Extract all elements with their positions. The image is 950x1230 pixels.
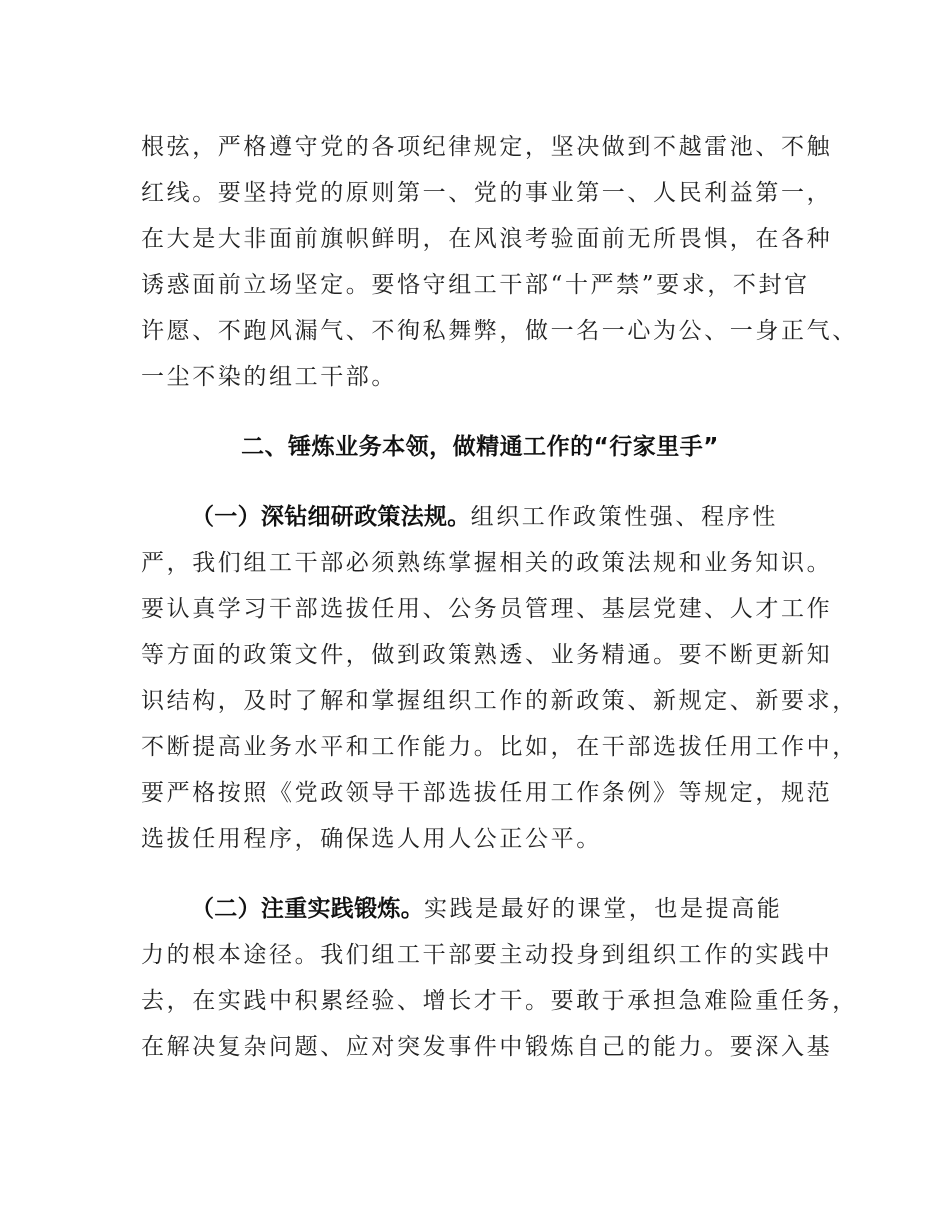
spacer: [141, 862, 831, 886]
text-run: 组织工作政策性强、程序性: [470, 504, 778, 530]
text-line: 要严格按照《党政领导干部选拔任用工作条例》等规定，规范: [141, 780, 833, 806]
paragraph-discipline: [141, 124, 858, 400]
subsection-title: （二）注重实践锻炼。: [191, 896, 424, 922]
text-line: 不断提高业务水平和工作能力。比如，在干部选拔任用工作中，: [141, 734, 858, 760]
text-line-first: [141, 886, 831, 932]
text-line: 力的根本途径。我们组工干部要主动投身到组织工作的实践中: [141, 942, 833, 968]
text-line: 诱惑面前立场坚定。要恪守组工干部“十严禁”要求，不封官: [141, 272, 810, 298]
text-line: 在解决复杂问题、应对突发事件中锻炼自己的能力。要深入基: [141, 1034, 833, 1060]
document-page: [141, 124, 858, 1070]
text-line: 许愿、不跑风漏气、不徇私舞弊，做一名一心为公、一身正气、: [141, 318, 858, 344]
subsection-title: （一）深钻细研政策法规。: [191, 504, 471, 530]
text-line: 等方面的政策文件，做到政策熟透、业务精通。要不断更新知: [141, 642, 833, 668]
text-run: 实践是最好的课堂，也是提高能: [424, 896, 783, 922]
paragraph-policy-study: [141, 494, 858, 862]
spacer: [141, 470, 831, 494]
text-line: 识结构，及时了解和掌握组织工作的新政策、新规定、新要求，: [141, 688, 858, 714]
text-line-first: [141, 494, 831, 540]
text-line: 要认真学习干部选拔任用、公务员管理、基层党建、人才工作: [141, 596, 833, 622]
text-line: 红线。要坚持党的原则第一、党的事业第一、人民利益第一，: [141, 180, 833, 206]
text-line: 选拔任用程序，确保选人用人公正公平。: [141, 826, 602, 852]
section-heading: 二、锤炼业务本领，做精通工作的“行家里手”: [241, 434, 719, 460]
spacer: [141, 400, 831, 424]
paragraph-practice: [141, 886, 858, 1070]
text-line: 去，在实践中积累经验、增长才干。要敢于承担急难险重任务，: [141, 988, 858, 1014]
text-line: 根弦，严格遵守党的各项纪律规定，坚决做到不越雷池、不触: [141, 134, 833, 160]
text-line: 在大是大非面前旗帜鲜明，在风浪考验面前无所畏惧，在各种: [141, 226, 833, 252]
text-line: 严，我们组工干部必须熟练掌握相关的政策法规和业务知识。: [141, 550, 833, 576]
text-line: 一尘不染的组工干部。: [141, 364, 397, 390]
